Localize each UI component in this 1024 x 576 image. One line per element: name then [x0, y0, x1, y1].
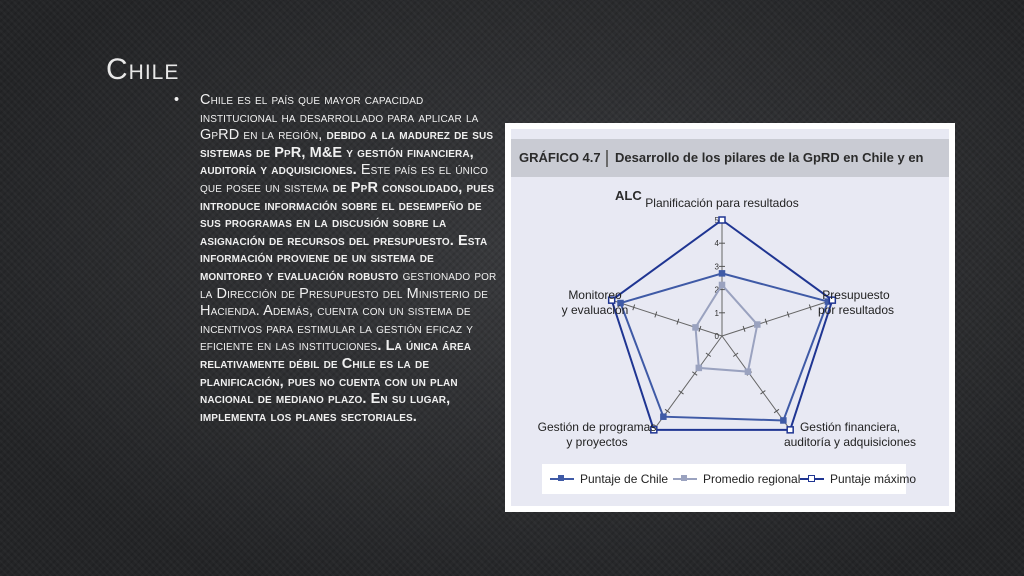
series-point [781, 418, 786, 423]
radar-axis-label-line: Monitoreo [568, 288, 622, 302]
slide-title: Chile [106, 53, 180, 86]
bullet-segment: Este país es el único que posee un sistema [200, 162, 489, 196]
chart-figure [505, 123, 955, 512]
series-line [621, 273, 828, 420]
legend-swatch-marker [558, 475, 564, 481]
figure-caption: Desarrollo de los pilares de la GpRD en Chile y en ALC [615, 150, 924, 203]
radar-tick-mark [665, 409, 670, 413]
series-point [719, 217, 725, 223]
radar-axis-line [722, 336, 790, 430]
radar-tick-label: 1 [714, 308, 719, 318]
series-point [787, 427, 793, 433]
radar-tick-label: 4 [714, 239, 719, 249]
bullet-marker: • [174, 92, 180, 108]
series-point [720, 271, 725, 276]
bullet-segment: gestionado por la Dirección de Presupuesto del Ministerio de Hacienda. Además, cuenta con un sistema de incentivos para estimular la gestión eficaz y eficiente en las instituciones [200, 267, 497, 355]
radar-tick-mark [733, 353, 738, 357]
radar-axis-label-line: y evaluación [561, 303, 629, 317]
series-point [693, 325, 698, 330]
radar-axis-label [562, 288, 629, 317]
radar-tick-label: 3 [714, 262, 719, 272]
radar-axis-label [784, 420, 916, 449]
legend-swatch-marker [681, 475, 687, 481]
radar-tick-label: 0 [714, 332, 719, 341]
radar-axis-label [818, 288, 894, 317]
legend-label: Puntaje máximo [830, 472, 917, 486]
bullet-segment: de PpR consolidado, pues introduce información sobre el desempeño de sus programas en la discusión sobre la asignación de recursos del presupuesto. Esta información proviene de un sistema de monitoreo y evaluación robusto [200, 179, 495, 284]
radar-chart [511, 129, 949, 506]
bullet-segment: debido a la madurez de sus sistemas de PpR, M&E y gestión financiera, auditoría y adquisiciones. [200, 127, 494, 179]
radar-tick-mark [679, 391, 684, 395]
series-point [696, 365, 701, 370]
radar-tick-mark [692, 372, 697, 376]
figure-number: GRÁFICO 4.7 [519, 150, 601, 165]
radar-tick-label: 2 [714, 285, 719, 295]
radar-tick-mark [706, 353, 711, 357]
radar-axis-label-line: Presupuesto [822, 288, 890, 302]
radar-axis-label [538, 420, 657, 449]
bullet-text [200, 92, 500, 426]
bullet-segment: Chile es el país que mayor capacidad institucional ha desarrollado para aplicar la GpRD en la región, [200, 92, 479, 144]
radar-axis-label-line: por resultados [817, 303, 895, 317]
chart-legend [542, 464, 917, 494]
bullet-paragraph [174, 92, 500, 426]
radar-tick-mark [774, 409, 779, 413]
legend-swatch-marker [808, 475, 815, 482]
legend-label: Puntaje de Chile [580, 472, 669, 486]
series-point [745, 369, 750, 374]
radar-tick-label: 5 [714, 216, 719, 225]
series-point [755, 322, 760, 327]
radar-tick-mark [760, 391, 765, 395]
bullet-segment: . La única área relativamente débil de Chile es la de planificación, pues no cuenta con un plan nacional de mediano plazo. En su lugar, implementa los planes sectoriales. [200, 338, 472, 425]
legend-label: Promedio regional [703, 472, 801, 486]
radar-axis-label-line: auditoría y adquisiciones [783, 435, 917, 449]
chart-panel [511, 129, 949, 506]
series-point [720, 282, 725, 287]
radar-axis-label-line: Gestión financiera, [799, 420, 901, 434]
radar-axis-line [722, 300, 832, 336]
series-point [661, 414, 666, 419]
radar-axis-label-line: y proyectos [566, 435, 628, 449]
series-line [696, 285, 758, 372]
radar-axis-label [645, 196, 798, 210]
radar-axis-label-line: Gestión de programas [537, 420, 657, 434]
radar-axis-label-line: Planificación para resultados [645, 196, 799, 210]
